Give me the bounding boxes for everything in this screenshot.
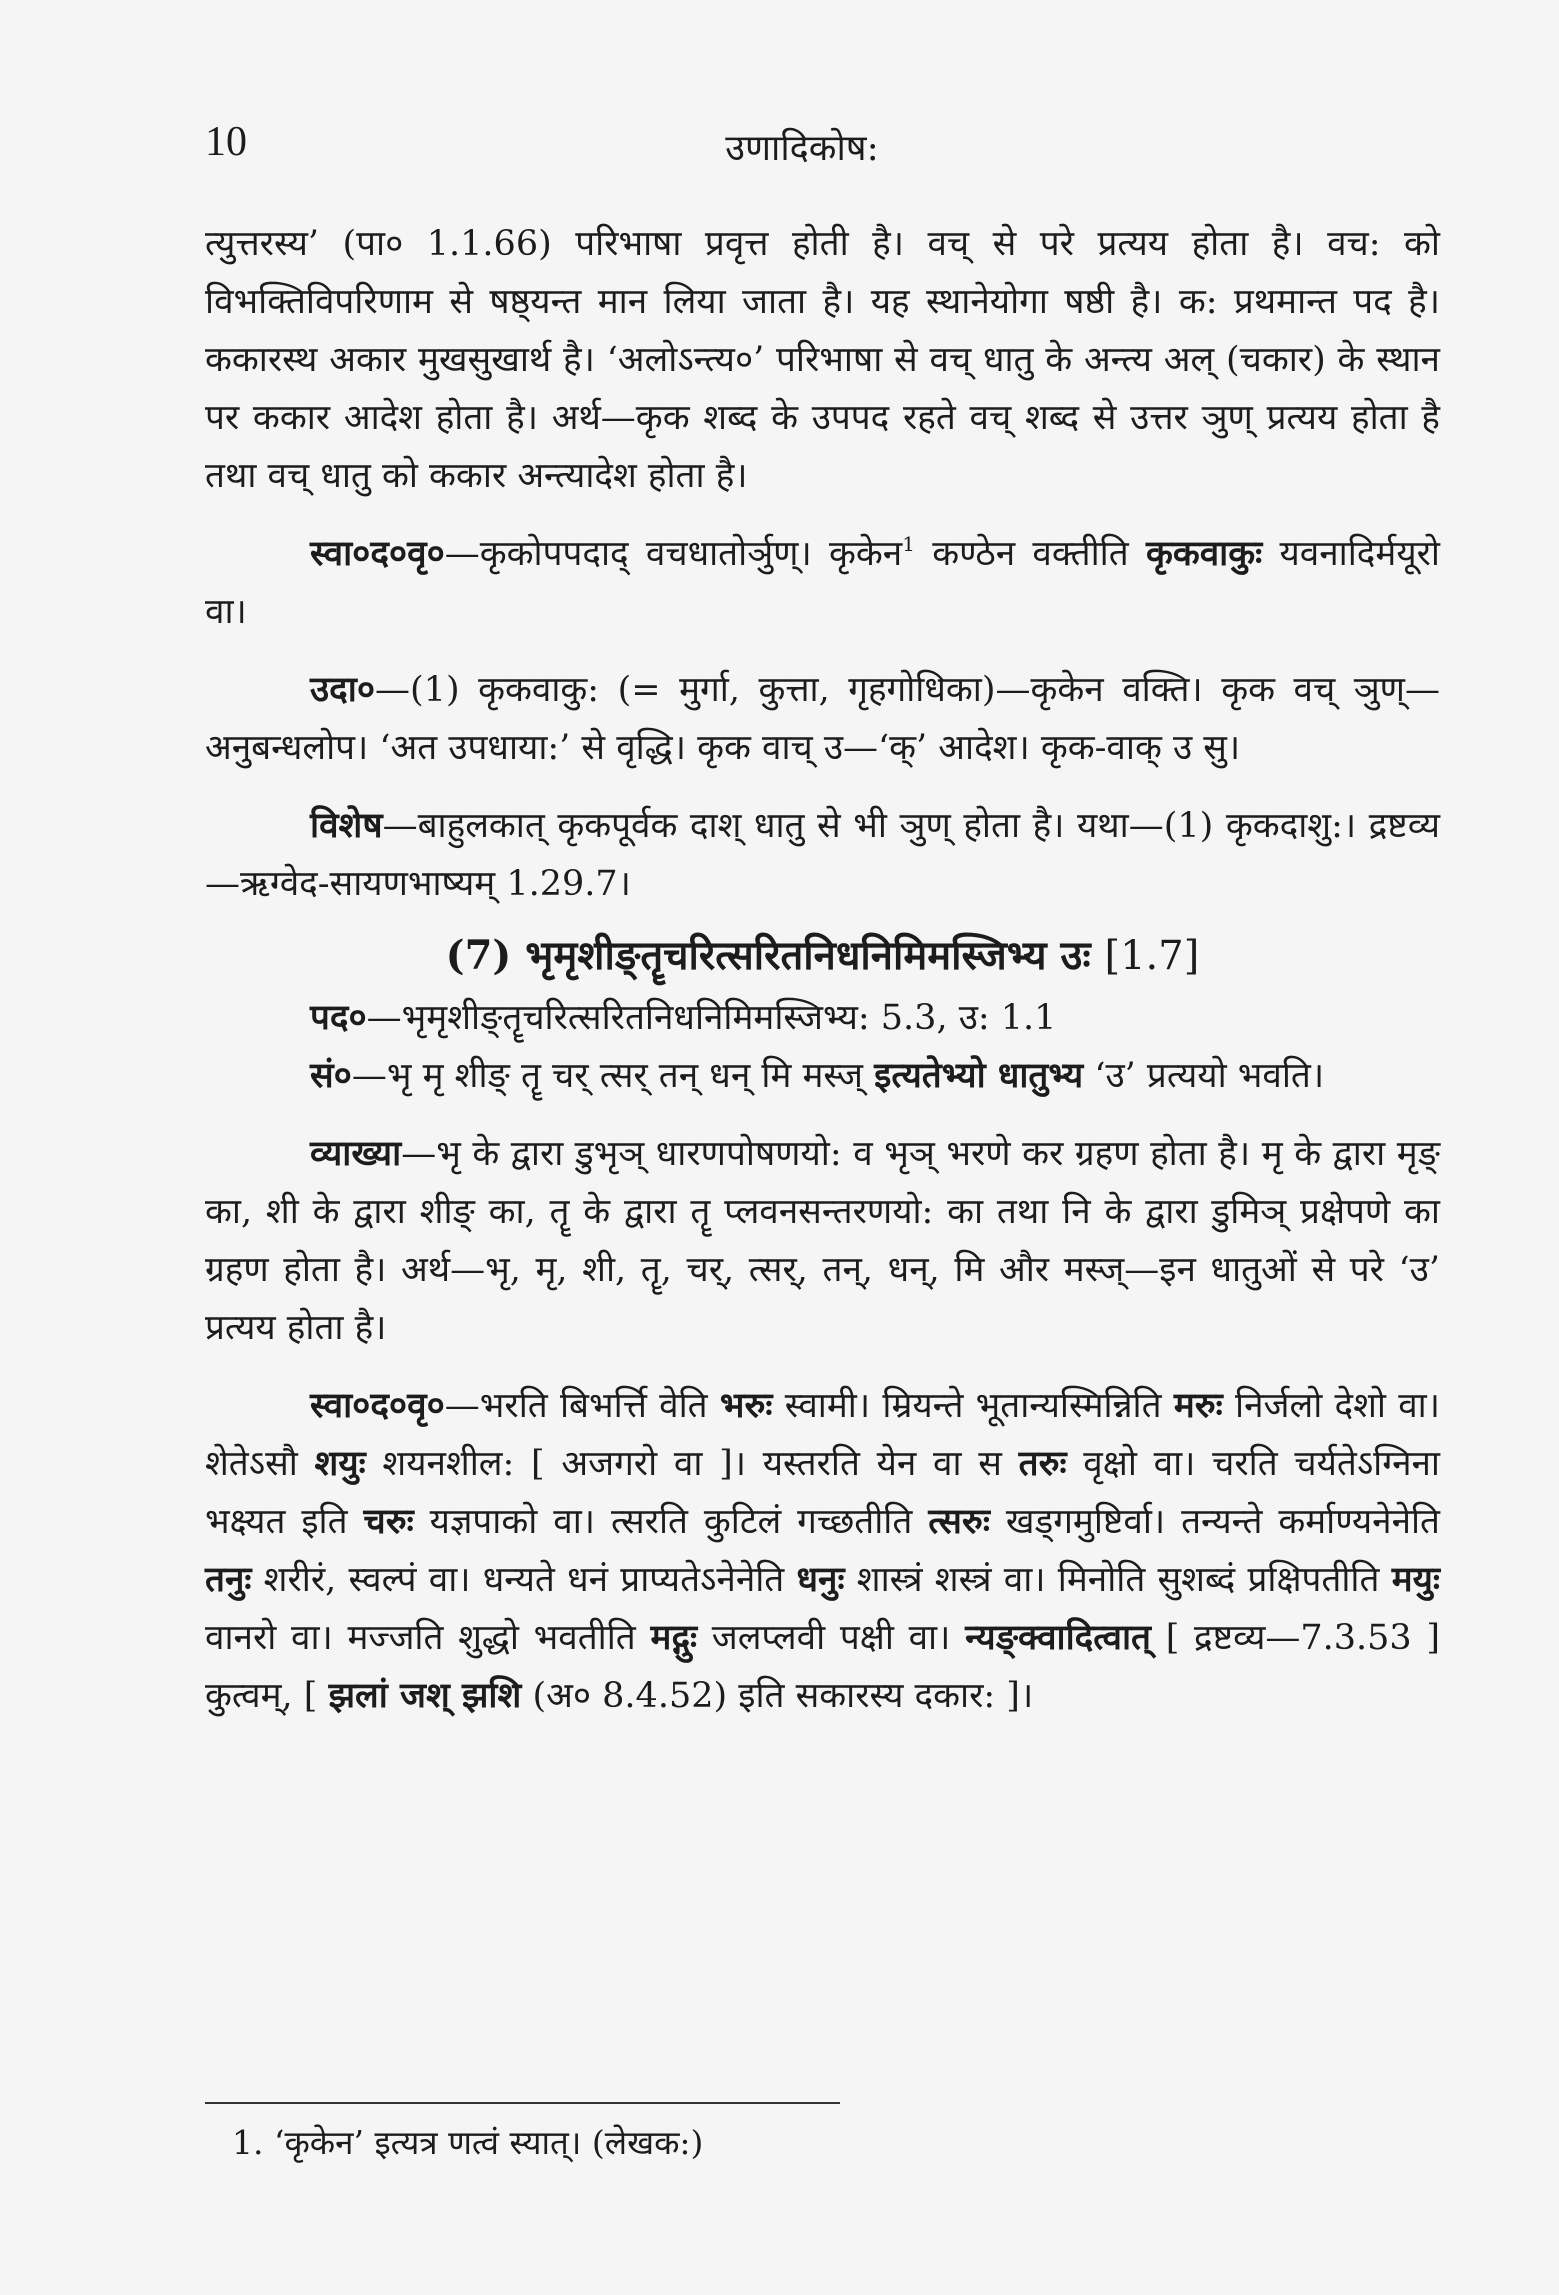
paragraph-pada <box>205 989 1440 1047</box>
text-segment: यज्ञपाको वा। त्सरति कुटिलं गच्छतीति <box>413 1502 929 1542</box>
term-bold: धनुः <box>796 1559 845 1600</box>
text-segment: —भृ के द्वारा डुभृञ् धारणपोषणयो: व भृञ् भरणे कर ग्रहण होता है। मृ के द्वारा मृङ् का, शी के द्वारा शीङ् का, तॄ के द्वारा तॄ प्लवनसन्तरणयो: का तथा नि के द्वारा डुमिञ् प्रक्षेपणे का ग्रहण होता है। अर्थ—भृ, मृ, शी, तॄ, चर्, त्सर्, तन्, धन्, मि और मस्ज्—इन धातुओं से परे ‘उ’ प्रत्यय होता है। <box>205 1134 1440 1348</box>
sutra-heading <box>205 923 1440 989</box>
term-bold: तरुः <box>1018 1443 1067 1484</box>
text-segment: —(1) कृकवाकु: (= मुर्गा, कुत्ता, गृहगोधिका)—कृकेन वक्ति। कृक वच् ञुण्—अनुबन्धलोप। ‘अत उपधाया:’ से वृद्धि। कृक वाच् उ—‘क्’ आदेश। कृक-वाक् उ सु। <box>205 670 1440 768</box>
paragraph-svadavri-2 <box>205 1377 1440 1725</box>
term-bold: न्यङ्क्वादित्वात् <box>965 1617 1151 1658</box>
spacer <box>205 913 1440 923</box>
label-vyakhya: व्याख्या <box>310 1133 402 1174</box>
text-segment: —भृमृशीङ्तॄचरित्सरितनिधनिमिमस्जिभ्य: 5.3, उ: 1.1 <box>366 998 1057 1038</box>
text-segment: शास्त्रं शस्त्रं वा। मिनोति सुशब्दं प्रक्षिपतीति <box>844 1560 1392 1600</box>
spacer <box>205 505 1440 525</box>
text-segment: यवनादिर्मयूरो वा। <box>205 534 1441 632</box>
paragraph-udaharana <box>205 661 1440 777</box>
paragraph-vishesh <box>205 797 1440 913</box>
spacer <box>205 641 1440 661</box>
text-segment: (अ० 8.4.52) इति सकारस्य दकार: ]। <box>521 1676 1034 1716</box>
term-bold: त्सरुः <box>928 1501 990 1542</box>
text-segment: —भरति बिभर्त्ति वेति <box>444 1386 720 1426</box>
term-bold: भरुः <box>719 1385 773 1426</box>
text-segment: शरीरं, स्वल्पं वा। धन्यते धनं प्राप्यतेऽनेनेति <box>251 1560 797 1600</box>
sutra-title: (7) भृमृशीङ्तॄचरित्सरितनिधनिमिमस्जिभ्य उः <box>445 932 1091 979</box>
text-segment: खड्गमुष्टिर्वा। तन्यन्ते कर्माण्यनेनेति <box>989 1502 1441 1542</box>
term-bold: मरुः <box>1173 1385 1223 1426</box>
term-bold: मद्गुः <box>650 1617 698 1658</box>
page-header <box>205 118 1399 178</box>
text-segment: वृक्षो वा। चरति चर्यतेऽग्निना भक्ष्यत इति <box>205 1444 1441 1542</box>
footnote: 1. ‘कृकेन’ इत्यत्र णत्वं स्यात्। (लेखक:) <box>232 2123 704 2162</box>
text-segment: स्वामी। म्रियन्ते भूतान्यस्मिन्निति <box>772 1386 1174 1426</box>
label-sam: सं० <box>310 1055 352 1096</box>
text-segment: कण्ठेन वक्तीति <box>914 534 1146 574</box>
sutra-ref: [1.7] <box>1104 933 1200 979</box>
spacer <box>205 1105 1440 1125</box>
text-segment: —भृ मृ शीङ् तॄ चर् त्सर् तन् धन् मि मस्ज् <box>351 1056 875 1096</box>
text-segment: निर्जलो देशो वा। शेतेऽसौ <box>205 1386 1440 1484</box>
text-segment: [ द्रष्टव्य—7.3.53 ] कुत्वम्, [ <box>205 1618 1441 1716</box>
term-bold: शयुः <box>314 1443 366 1484</box>
text-segment: वानरो वा। मज्जति शुद्धो भवतीति <box>205 1618 651 1658</box>
footnote-divider <box>205 2102 840 2104</box>
page-number: 10 <box>205 119 247 165</box>
paragraph-vyakhya <box>205 1125 1440 1357</box>
term-bold: चरुः <box>363 1501 414 1542</box>
label-vishesh: विशेष <box>310 805 383 846</box>
text-segment: —कृकोपपदाद् वचधातोर्ञुण्। कृकेन <box>444 534 903 574</box>
paragraph-continuation: त्युत्तरस्य’ (पा० 1.1.66) परिभाषा प्रवृत्त होती है। वच् से परे प्रत्यय होता है। वच: को विभक्तिविपरिणाम से षष्ठ्यन्त मान लिया जाता है। यह स्थानेयोगा षष्ठी है। क: प्रथमान्त पद है। ककारस्थ अकार मुखसुखार्थ है। ‘अलोऽन्त्य०’ परिभाषा से वच् धातु के अन्त्य अल् (चकार) के स्थान पर ककार आदेश होता है। अर्थ—कृक शब्द के उपपद रहते वच् शब्द से उत्तर ञुण् प्रत्यय होता है तथा वच् धातु को ककार अन्त्यादेश होता है। <box>205 224 1440 496</box>
label-svadavri: स्वा०द०वृ० <box>310 533 445 574</box>
term-bold: कृकवाकुः <box>1145 533 1263 574</box>
term-bold: मयुः <box>1391 1559 1440 1600</box>
footnote-marker: 1 <box>902 532 915 556</box>
paragraph-svadavri-1 <box>205 525 1440 641</box>
spacer <box>205 1357 1440 1377</box>
page-body <box>205 215 1440 1725</box>
spacer <box>205 777 1440 797</box>
label-pada: पद० <box>310 997 367 1038</box>
running-title: उणादिकोष: <box>725 128 879 169</box>
text-segment: ‘उ’ प्रत्ययो भवति। <box>1083 1056 1325 1096</box>
text-segment: शयनशील: [ अजगरो वा ]। यस्तरति येन वा स <box>365 1444 1019 1484</box>
term-bold: झलां जश् झशि <box>328 1675 522 1716</box>
label-svadavri: स्वा०द०वृ० <box>310 1385 445 1426</box>
paragraph-sanskrit <box>205 1047 1440 1105</box>
label-udaharana: उदा० <box>310 669 376 710</box>
term-bold: तनुः <box>205 1559 252 1600</box>
term-bold: इत्यतेभ्यो धातुभ्य <box>874 1055 1084 1096</box>
text-segment: —बाहुलकात् कृकपूर्वक दाश् धातु से भी ञुण् होता है। यथा—(1) कृकदाशु:। द्रष्टव्य—ऋग्वेद-सायणभाष्यम् 1.29.7। <box>205 806 1440 904</box>
text-segment: जलप्लवी पक्षी वा। <box>697 1618 966 1658</box>
